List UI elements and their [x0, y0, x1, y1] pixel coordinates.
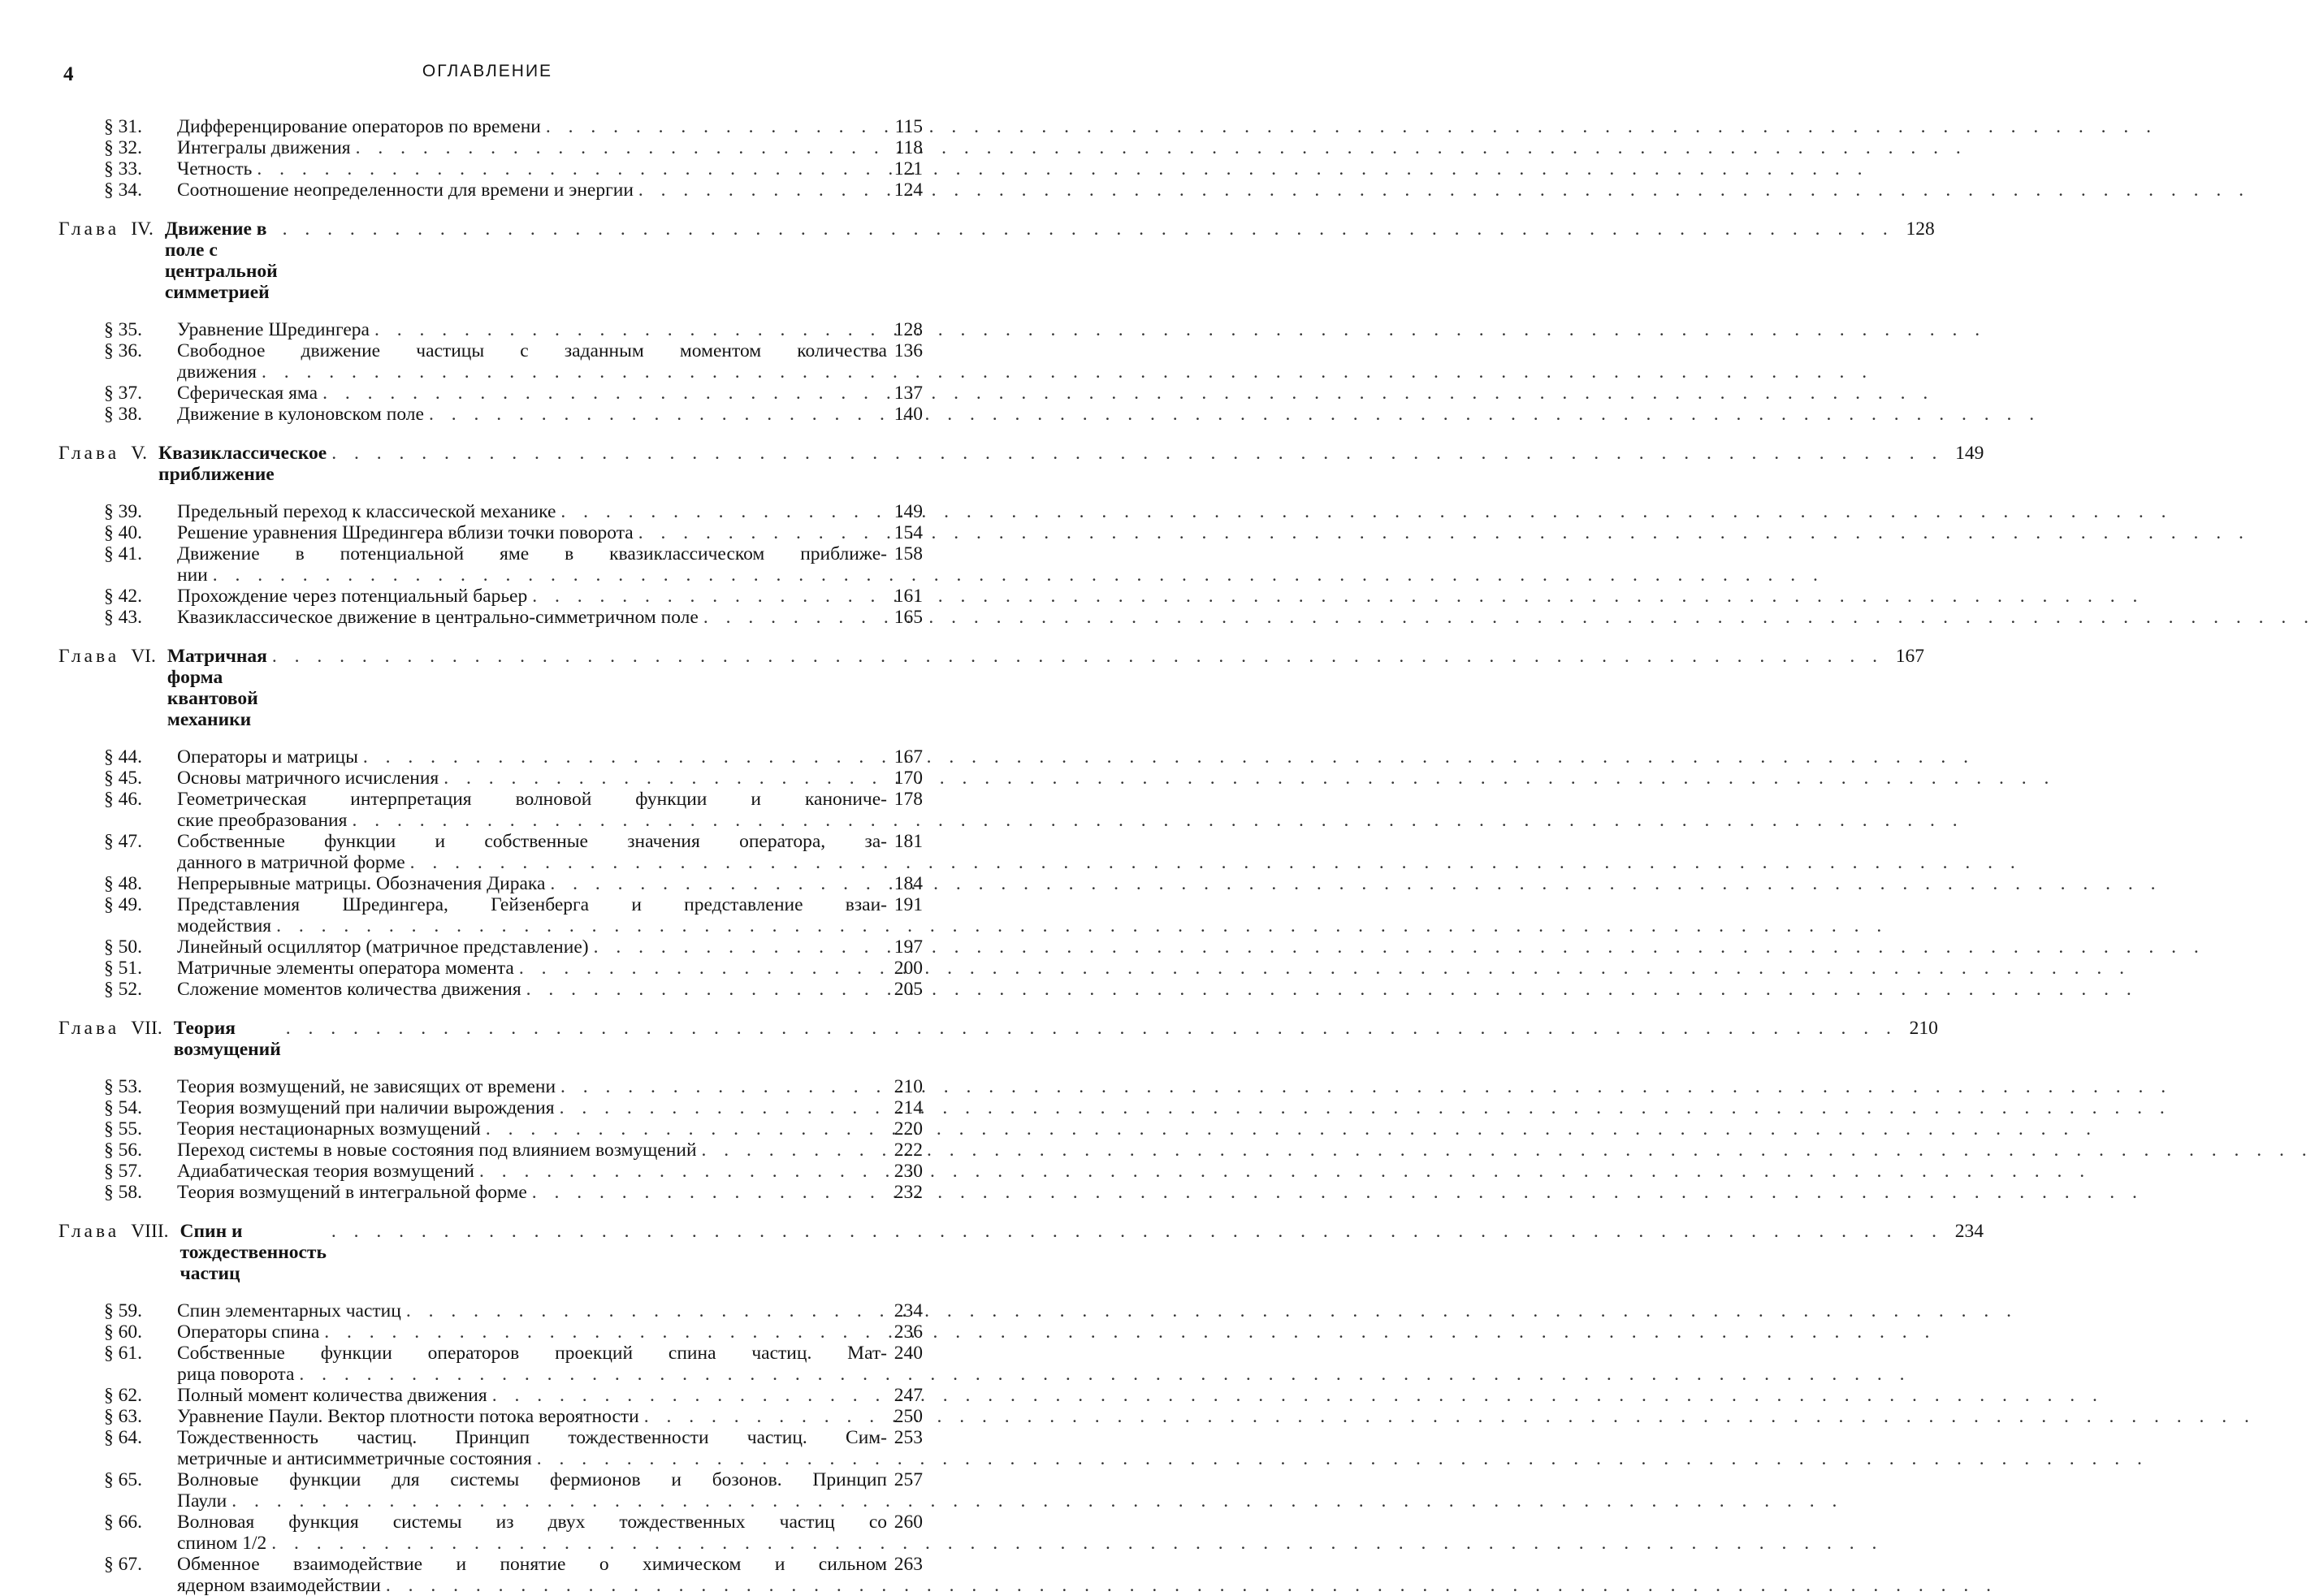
page-ref: 214 — [894, 1097, 923, 1118]
section-number: § 53. — [104, 1076, 142, 1097]
toc-section-entry — [58, 1076, 923, 1097]
toc-section-entry — [58, 1406, 923, 1427]
dot-leader — [492, 1385, 2104, 1406]
section-title-continuation: модействия — [177, 915, 272, 936]
section-number: § 66. — [104, 1512, 142, 1533]
page-ref: 140 — [894, 404, 923, 425]
section-title: Движение в потенциальной яме в квазиклассическом приближе- — [177, 543, 887, 564]
dot-leader — [479, 1161, 2091, 1182]
chapter-title: Квазиклассическое приближение — [158, 443, 327, 485]
page-ref: 161 — [894, 586, 923, 607]
toc-section-entry — [58, 1321, 923, 1343]
section-number: § 37. — [104, 383, 142, 404]
section-title-continuation: нии — [177, 564, 208, 586]
section-title: Обменное взаимодействие и понятие о химическом и сильном — [177, 1554, 887, 1575]
dot-leader — [232, 1490, 1843, 1512]
dot-leader — [526, 979, 2138, 1000]
section-title: Свободное движение частицы с заданным моментом количества — [177, 340, 887, 361]
dot-leader — [356, 137, 1967, 158]
dot-leader — [560, 501, 2172, 522]
dot-leader — [299, 1364, 1910, 1385]
dot-leader — [703, 607, 2315, 628]
chapter-title: Спин и тождественность частиц — [180, 1221, 327, 1284]
section-title: Геометрическая интерпретация волновой функции и канониче- — [177, 789, 887, 810]
section-title: Теория возмущений, не зависящих от времени — [177, 1076, 556, 1097]
chapter-number: VIII. — [131, 1221, 169, 1242]
table-of-contents — [58, 116, 1984, 1596]
section-title: Основы матричного исчисления — [177, 768, 439, 789]
section-number: § 45. — [104, 768, 142, 789]
section-title: Непрерывные матрицы. Обозначения Дирака — [177, 873, 546, 894]
section-number: § 50. — [104, 936, 142, 958]
section-number: § 39. — [104, 501, 142, 522]
toc-section-entry — [58, 894, 923, 936]
dot-leader — [638, 522, 2250, 543]
dot-leader — [363, 746, 1975, 768]
toc-section-entry — [58, 1343, 923, 1385]
toc-section-entry — [58, 383, 923, 404]
page-ref: 137 — [894, 383, 923, 404]
dot-leader — [322, 383, 1934, 404]
dot-leader — [644, 1406, 2256, 1427]
toc-section-entry — [58, 1118, 923, 1140]
section-title-continuation: рица поворота — [177, 1364, 295, 1385]
page-ref: 260 — [894, 1512, 923, 1533]
page-ref: 167 — [894, 746, 923, 768]
section-number: § 63. — [104, 1406, 142, 1427]
section-title: Теория возмущений в интегральной форме — [177, 1182, 527, 1203]
toc-section-entry — [58, 1427, 923, 1469]
page-ref: 178 — [894, 789, 923, 810]
section-number: § 36. — [104, 340, 142, 361]
section-title: Прохождение через потенциальный барьер — [177, 586, 528, 607]
page-ref: 247 — [894, 1385, 923, 1406]
page-ref: 165 — [894, 607, 923, 628]
toc-section-entry — [58, 1097, 923, 1118]
section-number: § 57. — [104, 1161, 142, 1182]
section-number: § 47. — [104, 831, 142, 852]
section-title: Уравнение Паули. Вектор плотности потока вероятности — [177, 1406, 639, 1427]
chapter-number: VII. — [131, 1018, 162, 1039]
section-title: Операторы и матрицы — [177, 746, 358, 768]
dot-leader — [406, 1300, 2018, 1321]
section-number: § 56. — [104, 1140, 142, 1161]
page-ref: 210 — [1909, 1018, 1938, 1039]
dot-leader — [638, 179, 2250, 201]
toc-section-entry — [58, 1385, 923, 1406]
section-number: § 41. — [104, 543, 142, 564]
toc-section-entry — [58, 586, 923, 607]
page-ref: 263 — [894, 1554, 923, 1575]
dot-leader — [374, 319, 1986, 340]
section-number: § 31. — [104, 116, 142, 137]
page-ref: 149 — [1955, 443, 1984, 464]
section-title-continuation: спином 1/2 — [177, 1533, 267, 1554]
dot-leader — [331, 1221, 1943, 1242]
toc-section-entry — [58, 158, 923, 179]
section-number: § 43. — [104, 607, 142, 628]
dot-leader — [286, 1018, 1897, 1039]
chapter-label: Глава — [58, 1221, 120, 1242]
toc-section-entry — [58, 1300, 923, 1321]
section-number: § 61. — [104, 1343, 142, 1364]
section-title: Полный момент количества движения — [177, 1385, 487, 1406]
section-title: Матричные элементы оператора момента — [177, 958, 514, 979]
section-title: Волновая функция системы из двух тождественных частиц со — [177, 1512, 887, 1533]
toc-chapter-entry — [58, 646, 1925, 730]
section-title: Четность — [177, 158, 253, 179]
section-title-continuation: Паули — [177, 1490, 227, 1512]
dot-leader — [276, 915, 1888, 936]
chapter-number: VI. — [131, 646, 156, 667]
toc-section-entry — [58, 340, 923, 383]
section-title: Решение уравнения Шредингера вблизи точки поворота — [177, 522, 634, 543]
section-title-continuation: движения — [177, 361, 257, 383]
dot-leader — [257, 158, 1868, 179]
section-number: § 49. — [104, 894, 142, 915]
page-ref: 250 — [894, 1406, 923, 1427]
toc-chapter-entry — [58, 1221, 1984, 1284]
section-number: § 52. — [104, 979, 142, 1000]
dot-leader — [546, 116, 2157, 137]
section-number: § 42. — [104, 586, 142, 607]
dot-leader — [429, 404, 2040, 425]
chapter-title: Движение в поле с центральной симметрией — [164, 218, 278, 303]
toc-section-entry — [58, 873, 923, 894]
page-ref: 240 — [894, 1343, 923, 1364]
dot-leader — [331, 443, 1943, 464]
section-title-continuation: метричные и антисимметричные состояния — [177, 1448, 532, 1469]
section-number: § 59. — [104, 1300, 142, 1321]
section-title: Волновые функции для системы фермионов и бозонов. Принцип — [177, 1469, 887, 1490]
chapter-label: Глава — [58, 646, 120, 667]
toc-section-entry — [58, 979, 923, 1000]
dot-leader — [410, 852, 2022, 873]
section-title: Операторы спина — [177, 1321, 320, 1343]
section-number: § 35. — [104, 319, 142, 340]
dot-leader — [702, 1140, 2313, 1161]
section-title: Дифференцирование операторов по времени — [177, 116, 541, 137]
toc-section-entry — [58, 746, 923, 768]
section-title: Адиабатическая теория возмущений — [177, 1161, 474, 1182]
dot-leader — [271, 1533, 1883, 1554]
toc-section-entry — [58, 179, 923, 201]
page-ref: 170 — [894, 768, 923, 789]
page-ref: 118 — [894, 137, 923, 158]
toc-section-entry — [58, 501, 923, 522]
section-title: Тождественность частиц. Принцип тождественности частиц. Сим- — [177, 1427, 887, 1448]
toc-section-entry — [58, 831, 923, 873]
section-number: § 34. — [104, 179, 142, 201]
dot-leader — [283, 218, 1894, 240]
page-ref: 197 — [894, 936, 923, 958]
chapter-title: Теория возмущений — [173, 1018, 281, 1060]
section-title: Теория нестационарных возмущений — [177, 1118, 481, 1140]
section-number: § 33. — [104, 158, 142, 179]
page-ref: 154 — [894, 522, 923, 543]
page-ref: 220 — [894, 1118, 923, 1140]
section-title: Квазиклассическое движение в центрально-симметричном поле — [177, 607, 699, 628]
dot-leader — [262, 361, 1873, 383]
toc-section-entry — [58, 137, 923, 158]
dot-leader — [386, 1575, 1997, 1596]
section-number: § 60. — [104, 1321, 142, 1343]
page-ref: 205 — [894, 979, 923, 1000]
page-ref: 115 — [894, 116, 923, 137]
chapter-label: Глава — [58, 443, 120, 464]
section-number: § 46. — [104, 789, 142, 810]
toc-chapter-entry — [58, 1018, 1938, 1060]
toc-section-entry — [58, 404, 923, 425]
page-ref: 257 — [894, 1469, 923, 1490]
page-ref: 124 — [894, 179, 923, 201]
page-ref: 149 — [894, 501, 923, 522]
chapter-number: V. — [131, 443, 148, 464]
page-ref: 230 — [894, 1161, 923, 1182]
section-number: § 62. — [104, 1385, 142, 1406]
chapter-number: IV. — [131, 218, 154, 240]
dot-leader — [272, 646, 1884, 667]
toc-section-entry — [58, 768, 923, 789]
section-number: § 67. — [104, 1554, 142, 1575]
toc-section-entry — [58, 1140, 923, 1161]
section-number: § 48. — [104, 873, 142, 894]
toc-section-entry — [58, 319, 923, 340]
section-number: § 40. — [104, 522, 142, 543]
dot-leader — [519, 958, 2131, 979]
section-number: § 55. — [104, 1118, 142, 1140]
page-ref: 121 — [894, 158, 923, 179]
page-number: 4 — [63, 63, 74, 85]
toc-section-entry — [58, 522, 923, 543]
section-title: Движение в кулоновском поле — [177, 404, 424, 425]
page-ref: 158 — [894, 543, 923, 564]
page-ref: 236 — [894, 1321, 923, 1343]
section-number: § 54. — [104, 1097, 142, 1118]
toc-section-entry — [58, 607, 923, 628]
section-title: Интегралы движения — [177, 137, 351, 158]
section-number: § 51. — [104, 958, 142, 979]
page-ref: 234 — [1954, 1221, 1984, 1242]
toc-section-entry — [58, 543, 923, 586]
section-title: Линейный осциллятор (матричное представление) — [177, 936, 589, 958]
dot-leader — [213, 564, 1824, 586]
section-title: Соотношение неопределенности для времени и энергии — [177, 179, 634, 201]
toc-section-entry — [58, 1512, 923, 1554]
chapter-label: Глава — [58, 1018, 120, 1039]
section-title-continuation: ядерном взаимодействии — [177, 1575, 381, 1596]
page-ref: 234 — [894, 1300, 923, 1321]
page-ref: 136 — [894, 340, 923, 361]
section-title: Предельный переход к классической механике — [177, 501, 556, 522]
chapter-label: Глава — [58, 218, 120, 240]
toc-chapter-entry — [58, 218, 1935, 303]
toc-section-entry — [58, 1554, 923, 1596]
section-title: Собственные функции и собственные значения оператора, за- — [177, 831, 887, 852]
section-title: Спин элементарных частиц — [177, 1300, 401, 1321]
page-ref: 191 — [894, 894, 923, 915]
toc-section-entry — [58, 1161, 923, 1182]
section-title: Собственные функции операторов проекций спина частиц. Мат- — [177, 1343, 887, 1364]
page-ref: 232 — [894, 1182, 923, 1203]
page-ref: 128 — [894, 319, 923, 340]
dot-leader — [486, 1118, 2097, 1140]
toc-chapter-entry — [58, 443, 1984, 485]
dot-leader — [532, 1182, 2144, 1203]
chapter-title: Матричная форма квантовой механики — [167, 646, 267, 730]
page-ref: 181 — [894, 831, 923, 852]
dot-leader — [560, 1076, 2172, 1097]
toc-section-entry — [58, 1469, 923, 1512]
section-title: Теория возмущений при наличии вырождения — [177, 1097, 555, 1118]
dot-leader — [537, 1448, 2148, 1469]
page-ref: 210 — [894, 1076, 923, 1097]
dot-leader — [550, 873, 2161, 894]
toc-section-entry — [58, 789, 923, 831]
dot-leader — [444, 768, 2055, 789]
toc-section-entry — [58, 1182, 923, 1203]
page-ref: 184 — [894, 873, 923, 894]
dot-leader — [594, 936, 2205, 958]
dot-leader — [560, 1097, 2171, 1118]
section-title: Представления Шредингера, Гейзенберга и представление взаи- — [177, 894, 887, 915]
dot-leader — [352, 810, 1963, 831]
toc-section-entry — [58, 958, 923, 979]
dot-leader — [532, 586, 2144, 607]
section-title: Уравнение Шредингера — [177, 319, 370, 340]
section-number: § 65. — [104, 1469, 142, 1490]
running-title: ОГЛАВЛЕНИЕ — [422, 62, 553, 80]
toc-section-entry — [58, 936, 923, 958]
page-ref: 128 — [1906, 218, 1935, 240]
toc-section-entry — [58, 116, 923, 137]
section-number: § 38. — [104, 404, 142, 425]
dot-leader — [324, 1321, 1936, 1343]
section-number: § 32. — [104, 137, 142, 158]
page-ref: 222 — [894, 1140, 923, 1161]
page-ref: 167 — [1895, 646, 1925, 667]
page-ref: 200 — [894, 958, 923, 979]
section-number: § 64. — [104, 1427, 142, 1448]
section-title-continuation: данного в матричной форме — [177, 852, 405, 873]
page-ref: 253 — [894, 1427, 923, 1448]
section-title-continuation: ские преобразования — [177, 810, 348, 831]
section-title: Сферическая яма — [177, 383, 318, 404]
section-title: Переход системы в новые состояния под влиянием возмущений — [177, 1140, 697, 1161]
section-title: Сложение моментов количества движения — [177, 979, 521, 1000]
section-number: § 58. — [104, 1182, 142, 1203]
section-number: § 44. — [104, 746, 142, 768]
